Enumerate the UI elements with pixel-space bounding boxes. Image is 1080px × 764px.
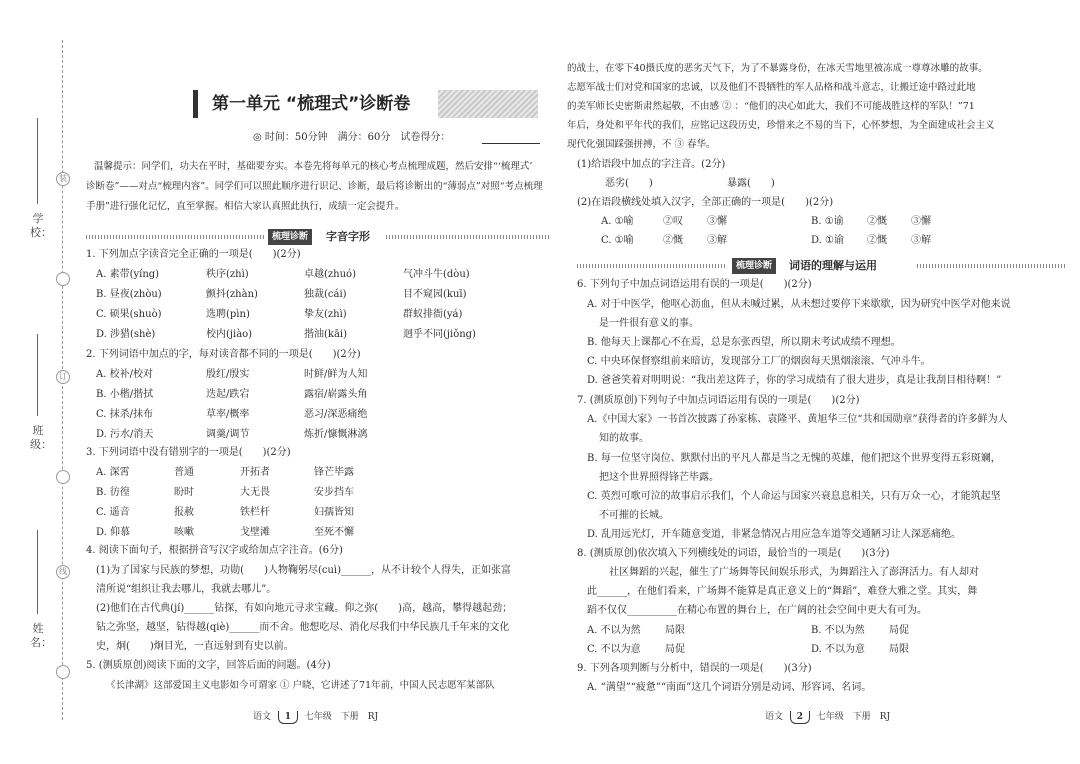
word-item: 露宿/崭露头角 [304, 389, 368, 400]
class-field[interactable] [37, 334, 38, 416]
option-a[interactable]: A. 校补/校对 [96, 369, 153, 380]
passage-line: 的美军师长史密斯肃然起敬，不由感 ② ：“他们的决心如此大，我们不可能战胜这样的军队！”71 [567, 101, 975, 112]
sub-question: (2)在语段横线处填入汉字，全部正确的一项是( )(2分) [577, 197, 834, 208]
passage-line: 现代化强国踩强拼搏，不 ③ 春华。 [567, 139, 716, 150]
option-c[interactable]: C. 硕果(shuò) [96, 309, 162, 320]
seal-mark: 线 [56, 565, 70, 579]
option-a[interactable]: A.《中国大家》一书首次披露了孙家栋、袁隆平、黄旭华三位“共和国勋章”获得者的许多鲜为人 [587, 414, 1008, 425]
section-tag: 梳理诊断 [732, 258, 776, 274]
section-header [577, 258, 1067, 274]
option-b[interactable]: B. ①谕 [811, 216, 844, 227]
word-item: ③懈 [911, 216, 931, 227]
word-item: ③解 [911, 235, 931, 246]
option-c[interactable]: C. 抹杀/抹布 [96, 409, 154, 420]
page-title: 第一单元 “梳理式”诊断卷 [212, 94, 411, 114]
word-item: 恶劣( ) [605, 178, 653, 189]
hole-mark [56, 665, 70, 679]
option-a[interactable]: A. 对于中医学，他呕心沥血，但从未喊过累，从未想过要停下来歇歇，因为研究中医学对他来说 [587, 299, 1011, 310]
option-d[interactable]: D. 仰慕 [96, 527, 131, 538]
word-item: 咳嗽 [174, 527, 194, 538]
word-item: 卓越(zhuó) [304, 269, 356, 280]
hole-mark [56, 272, 70, 286]
word-item: 局限 [889, 644, 909, 655]
option-b[interactable]: B. 不以为然 [811, 625, 865, 636]
option-c[interactable]: C. 英烈可歌可泣的故事启示我们，个人命运与国家兴衰息息相关，只有万众一心，才能筑起坚 [587, 491, 1001, 502]
option-a[interactable]: A. 不以为然 [587, 625, 641, 636]
word-item: ③懈 [707, 216, 727, 227]
section-tag: 梳理诊断 [268, 229, 312, 245]
page-footer [253, 711, 378, 724]
option-d[interactable]: D. 不以为意 [811, 644, 866, 655]
question-stem: 1. 下列加点字读音完全正确的一项是( )(2分) [86, 249, 301, 260]
class-label: 班级： [30, 424, 52, 451]
option-c[interactable]: C. ①喻 [601, 235, 634, 246]
word-item: 大无畏 [240, 487, 270, 498]
hole-mark [56, 470, 70, 484]
option-text: 把这个世界照得锋芒毕露。 [599, 472, 719, 483]
word-item: 独裁(cái) [304, 289, 347, 300]
word-item: 目不窥园(kuī) [403, 289, 467, 300]
question-stem: 5. (测质原创)阅读下面的文字，回答后面的问题。(4分) [86, 660, 331, 671]
word-item: 时鲜/鲜为人知 [304, 369, 368, 380]
word-item: 草率/概率 [206, 409, 250, 420]
section-title: 词语的理解与运用 [789, 259, 877, 272]
word-item: 暴露( ) [727, 178, 775, 189]
option-b[interactable]: B. 彷徨 [96, 487, 130, 498]
title-banner [193, 90, 538, 118]
passage-line: 此______，在他们看来，广场舞不能算是真正意义上的“舞蹈”，难登大雅之堂。其实，舞 [587, 586, 978, 597]
word-item: 挚友(zhì) [304, 309, 347, 320]
option-b[interactable]: B. 他每天上课都心不在焉，总是东张西望，所以期末考试成绩不理想。 [587, 337, 901, 348]
question-stem: 9. 下列各项判断与分析中，错误的一项是( )(3分) [577, 663, 812, 674]
option-a[interactable]: A. 深霄 [96, 467, 130, 478]
question-stem: 2. 下列词语中加点的字，每对读音都不同的一项是( )(2分) [86, 349, 361, 360]
word-item: 局促 [665, 644, 685, 655]
option-text: 不可摧的长城。 [599, 510, 669, 521]
name-field[interactable] [37, 530, 38, 614]
question-stem: 8. (测质原创)依次填入下列横线处的词语，最恰当的一项是( )(3分) [577, 548, 890, 559]
right-page [555, 0, 1080, 764]
word-item: 气冲斗牛(dòu) [403, 269, 470, 280]
word-item: 选聘(pìn) [206, 309, 250, 320]
page-footer [765, 711, 890, 724]
word-item: 至死不懈 [314, 527, 354, 538]
word-item: 盼时 [174, 487, 194, 498]
section-title: 字音字形 [326, 230, 370, 243]
word-item: 报赦 [174, 507, 194, 518]
exam-meta: ◎ 时间：50分钟 满分：60分 试卷得分： [253, 132, 451, 143]
passage-line: 钻之弥坚，越坚，钻得越(qiè)______而不舍。他想吃尽、消化尽我们中华民族几千年来的文化 [96, 622, 510, 633]
word-item: 炼折/慷慨淋漓 [304, 429, 368, 440]
word-item: ②慨 [867, 216, 887, 227]
word-item: 锋芒毕露 [314, 467, 354, 478]
passage-line: 志愿军战士们对党和国家的忠诚，以及他们不畏牺牲的军人品格和战斗意志，让搬迁途中路过此地 [567, 82, 976, 93]
word-item: 校内(jiào) [206, 329, 253, 340]
word-item: 迥乎不同(jiǒng) [403, 329, 476, 340]
word-item: 颤抖(zhàn) [206, 289, 258, 300]
tip-line: 温馨提示：同学们，功夫在平时，基础要夯实。本卷先将每单元的核心考点梳理成题，然后安排“‘梳理式’ [94, 161, 533, 172]
word-item: ②叹 [663, 216, 683, 227]
option-a[interactable]: A. 素带(yíng) [96, 269, 160, 280]
word-item: ②慨 [867, 235, 887, 246]
option-b[interactable]: B. 小楷/揩拭 [96, 389, 154, 400]
option-c[interactable]: C. 不以为意 [587, 644, 641, 655]
page-number: 2 [790, 711, 810, 724]
option-a[interactable]: A. ①喻 [601, 216, 634, 227]
question-stem: 6. 下列句子中加点词语运用有误的一项是( )(2分) [577, 279, 812, 290]
word-item: 揩油(kāi) [304, 329, 348, 340]
option-c[interactable]: C. 中央环保督察组前来暗访，发现部分工厂的烟囱每天黑烟滚滚、气冲斗牛。 [587, 356, 931, 367]
word-item: 铁栏杆 [240, 507, 270, 518]
word-item: 普通 [174, 467, 194, 478]
question-stem: 3. 下列词语中没有错别字的一项是( )(2分) [86, 447, 291, 458]
passage-line: (1)为了国家与民族的梦想，功勋( )人物鞠躬尽(cuì)______，从不计较个人得失，正如张富 [96, 565, 512, 576]
word-item: 局促 [889, 625, 909, 636]
passage-line: 的战士，在零下40摄氏度的恶劣天气下，为了不暴露身份，在冰天雪地里被冻成一尊尊冰雕的故事。 [567, 63, 988, 74]
option-text: 知的故事。 [599, 433, 649, 444]
option-d[interactable]: D. 爸爸笑着对明明说：“我出差这阵子，你的学习成绩有了很大进步，真是让我刮目相待啊！” [587, 375, 1002, 386]
word-item: 迭起/跌宕 [206, 389, 250, 400]
passage-line: 《长津湖》这部爱国主义电影如今可谓家 ① 户晓，它讲述了71年前，中国人民志愿军某部队 [106, 680, 495, 691]
sub-question: (1)给语段中加点的字注音。(2分) [577, 159, 726, 170]
question-stem: 7. (测质原创)下列句子中加点词语运用有误的一项是( )(2分) [577, 395, 860, 406]
question-stem: 4. 阅读下面句子，根据拼音写汉字或给加点字注音。(6分) [86, 545, 343, 556]
option-text: 是一件很有意义的事。 [599, 318, 699, 329]
word-item: 调羹/调节 [206, 429, 250, 440]
word-item: ③解 [707, 235, 727, 246]
word-item: ②慨 [663, 235, 683, 246]
option-d[interactable]: D. ①谕 [811, 235, 844, 246]
word-item: 群蚁排衙(yá) [403, 309, 463, 320]
passage-line: (2)他们在古代典(jí)______钻探，有如向地元寻求宝藏。仰之弥( )高，越高，攀得越起劲； [96, 603, 513, 614]
passage-line: 蹈不仅仅__________在精心布置的舞台上，在广阔的社会空间中更大有可为。 [587, 605, 927, 616]
tip-line: 手册”进行强化记忆，直至掌握。相信大家认真照此执行，成绩一定会提升。 [86, 201, 405, 212]
score-field[interactable] [482, 143, 540, 144]
passage-line: 史，炯( )炯目光，一直远射到有史以前。 [96, 641, 294, 652]
word-item: 戈壁滩 [240, 527, 270, 538]
option-b[interactable]: B. 每一位坚守岗位、默默付出的平凡人都是当之无愧的英雄，他们把这个世界变得五彩斑斓， [587, 453, 1001, 464]
word-item: 秩序(zhì) [206, 269, 249, 280]
option-d[interactable]: D. 污水/消天 [96, 429, 154, 440]
option-b[interactable]: B. 昼夜(zhòu) [96, 289, 162, 300]
section-header [86, 229, 551, 245]
passage-line: 社区舞蹈的兴起，催生了广场舞等民间娱乐形式，为舞蹈注入了澎湃活力。有人却对 [609, 567, 979, 578]
seal-mark: 装 [56, 172, 70, 186]
binding-gutter [0, 0, 78, 764]
word-item: 恶习/深恶痛绝 [304, 409, 368, 420]
option-d[interactable]: D. 涉猎(shè) [96, 329, 156, 340]
school-field[interactable] [37, 118, 38, 204]
word-item: 开拓者 [240, 467, 270, 478]
name-label: 姓名： [30, 622, 52, 649]
word-item: 局限 [665, 625, 685, 636]
footer-subject: 语文 [765, 712, 784, 722]
school-label: 学校： [30, 212, 52, 239]
footer-subject: 语文 [253, 712, 272, 722]
passage-line: 清所说“组织让我去哪儿，我就去哪儿”。 [96, 584, 277, 595]
option-c[interactable]: C. 遥音 [96, 507, 130, 518]
option-a[interactable]: A. “满望”“疲惫”“南面”这几个词语分别是动词、形容词、名词。 [587, 682, 872, 693]
word-item: 安步挡车 [314, 487, 354, 498]
option-d[interactable]: D. 乱用远光灯，开车随意变道，非紧急情况占用应急车道等交通陋习让人深恶痛绝。 [587, 529, 962, 540]
word-item: 殷红/殷实 [206, 369, 250, 380]
tip-line: 诊断卷”——对点“梳理内容”。同学们可以照此顺序进行识记、诊断，最后将诊断出的“薄弱点”对照“考点梳理 [86, 181, 543, 192]
footer-grade: 七年级 下册 RJ [304, 712, 379, 722]
page-number: 1 [278, 711, 298, 724]
passage-line: 年后，身处和平年代的我们，应铭记这段历史，珍惜来之不易的当下，心怀梦想，为全面建成社会主义 [567, 120, 995, 131]
seal-mark: 订 [56, 370, 70, 384]
word-item: 妇孺皆知 [314, 507, 354, 518]
footer-grade: 七年级 下册 RJ [816, 712, 891, 722]
